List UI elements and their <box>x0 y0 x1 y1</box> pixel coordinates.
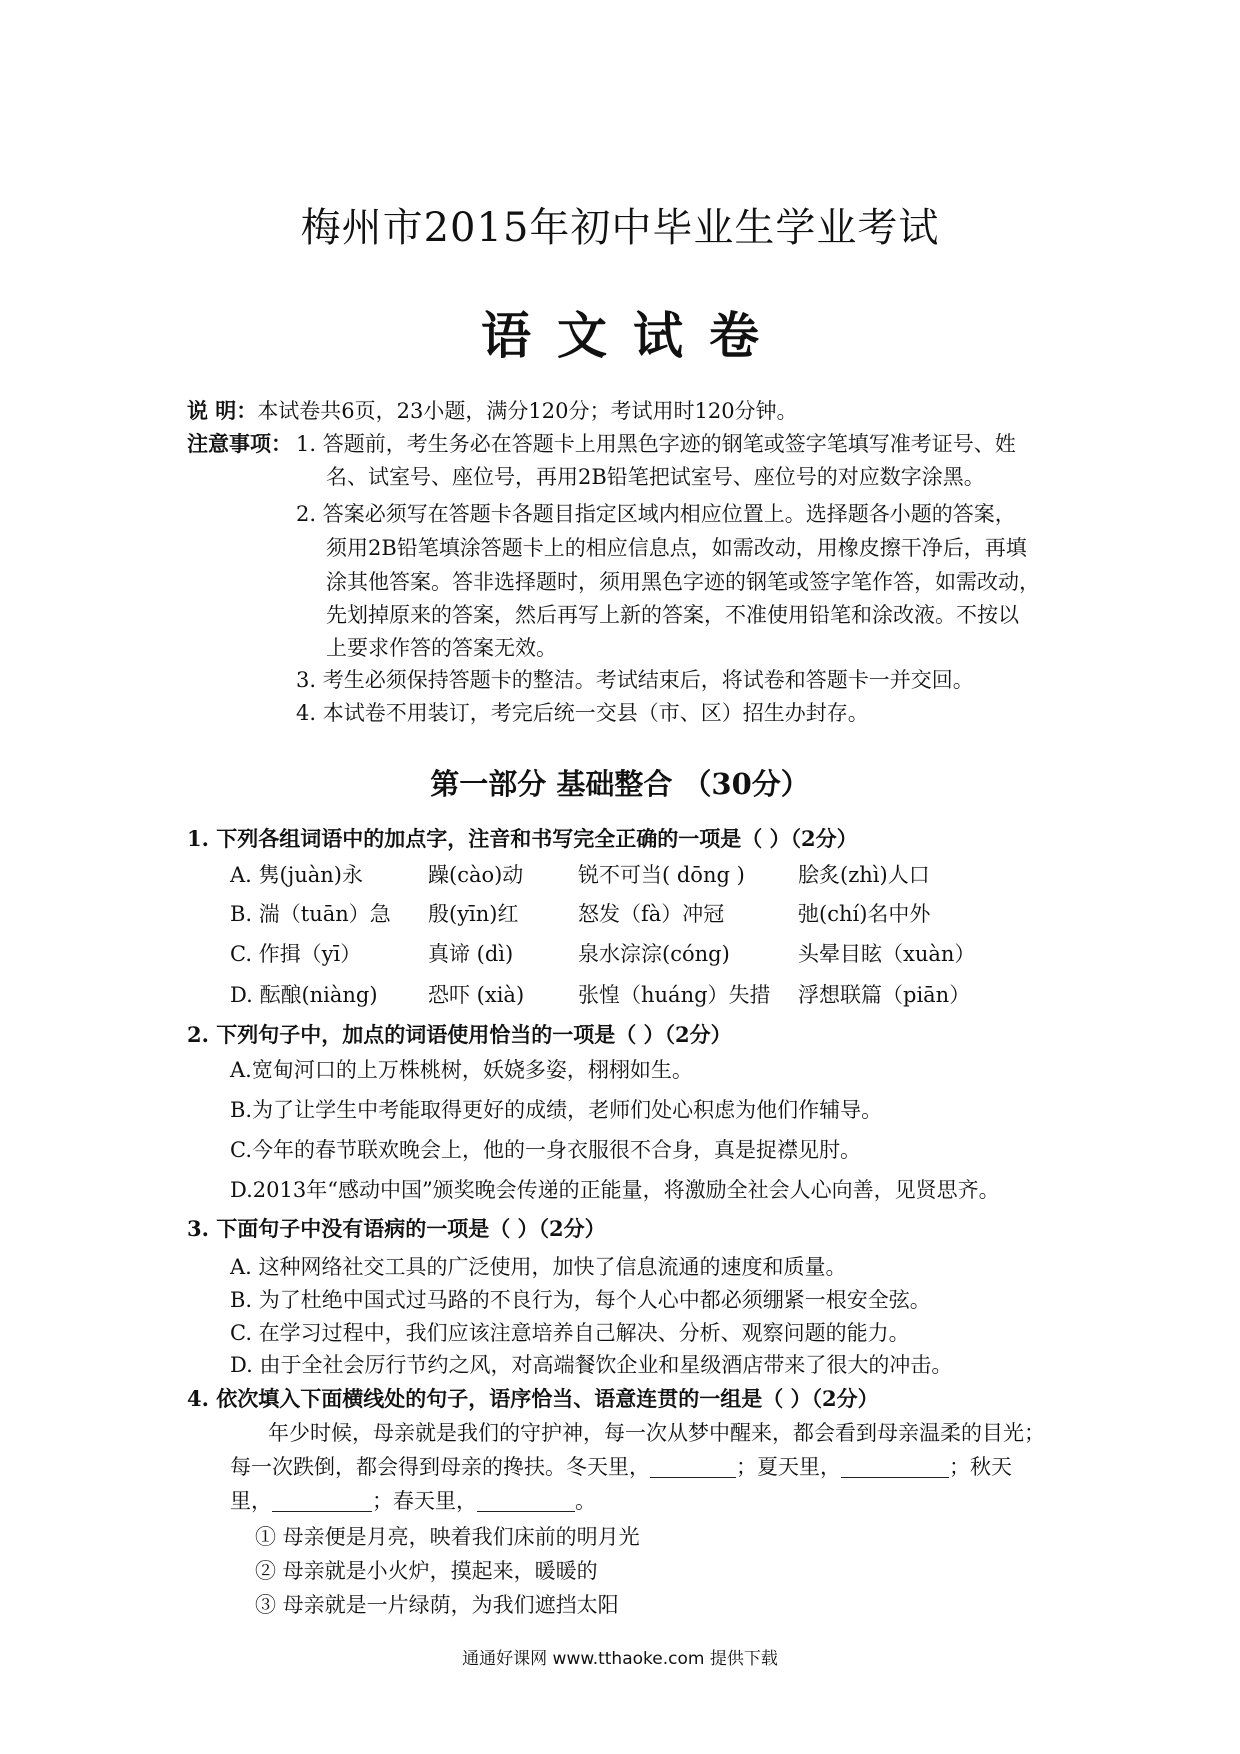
attention-label: 注意事项： <box>187 431 292 456</box>
q1-cell: 张惶（huáng）失措 <box>578 983 771 1007</box>
q4-text: 里， <box>230 1489 272 1513</box>
q4-text: ；夏天里， <box>736 1455 841 1479</box>
q4-text: ；秋天 <box>949 1455 1012 1479</box>
q1-cell: 泉水淙淙(cóng) <box>578 942 730 966</box>
footer-credit: 通通好课网 www.tthaoke.com 提供下载 <box>462 1649 778 1669</box>
q1-cell: A. 隽(juàn)永 <box>230 863 363 887</box>
answer-blank[interactable] <box>272 1489 372 1512</box>
q4-choice: ③ 母亲就是一片绿荫，为我们遮挡太阳 <box>255 1593 619 1617</box>
q3-option: A. 这种网络社交工具的广泛使用，加快了信息流通的速度和质量。 <box>230 1255 847 1279</box>
question-3-stem: 3. 下面句子中没有语病的一项是（ ）（2分） <box>187 1216 606 1241</box>
q1-cell: 锐不可当( dōng ) <box>578 863 745 887</box>
q4-choice: ② 母亲就是小火炉，摸起来，暖暖的 <box>255 1559 598 1583</box>
intro-text: 本试卷共6页，23小题，满分120分；考试用时120分钟。 <box>257 399 798 423</box>
q3-option: B. 为了杜绝中国式过马路的不良行为，每个人心中都必须绷紧一根安全弦。 <box>230 1288 931 1312</box>
q2-option: C.今年的春节联欢晚会上，他的一身衣服很不合身，真是捉襟见肘。 <box>230 1138 861 1162</box>
note-line: 上要求作答的答案无效。 <box>326 636 557 660</box>
q1-cell: 头晕目眩（xuàn） <box>798 942 976 966</box>
note-line: 先划掉原来的答案，然后再写上新的答案，不准使用铅笔和涂改液。不按以 <box>326 603 1019 627</box>
question-1-stem: 1. 下列各组词语中的加点字，注音和书写完全正确的一项是（ ）（2分） <box>187 826 858 851</box>
section-title: 第一部分 基础整合 （30分） <box>430 767 810 801</box>
q2-option: A.宽甸河口的上万株桃树，妖娆多姿，栩栩如生。 <box>230 1058 693 1082</box>
q1-cell: 躁(cào)动 <box>428 863 524 887</box>
q1-cell: 真谛 (dì) <box>428 942 514 966</box>
note-line: 3. 考生必须保持答题卡的整洁。考试结束后，将试卷和答题卡一并交回。 <box>296 668 974 692</box>
note-line: 2. 答案必须写在答题卡各题目指定区域内相应位置上。选择题各小题的答案， <box>296 502 1016 526</box>
intro-line <box>187 396 798 426</box>
q4-passage-line: 年少时候，母亲就是我们的守护神，每一次从梦中醒来，都会看到母亲温柔的目光； <box>268 1421 1045 1445</box>
note-line: 涂其他答案。答非选择题时，须用黑色字迹的钢笔或签字笔作答，如需改动， <box>326 570 1040 594</box>
q4-choice: ① 母亲便是月亮，映着我们床前的明月光 <box>255 1525 640 1549</box>
q4-passage-line <box>230 1452 1012 1482</box>
exam-title: 梅州市2015年初中毕业生学业考试 <box>300 205 940 251</box>
q1-cell: 弛(chí)名中外 <box>798 902 931 926</box>
q1-cell: 脍炙(zhì)人口 <box>798 863 930 887</box>
answer-blank[interactable] <box>477 1489 575 1512</box>
q4-text: ；春天里， <box>372 1489 477 1513</box>
note-line: 4. 本试卷不用装订，考完后统一交县（市、区）招生办封存。 <box>296 701 869 725</box>
q4-passage-line <box>230 1486 596 1516</box>
q1-cell: 怒发（fà）冲冠 <box>578 902 725 926</box>
question-2-stem: 2. 下列句子中，加点的词语使用恰当的一项是（ ）（2分） <box>187 1022 732 1047</box>
note-line: 1. 答题前，考生务必在答题卡上用黑色字迹的钢笔或签字笔填写准考证号、姓 <box>296 432 1016 456</box>
q4-text: 。 <box>575 1489 596 1513</box>
intro-label: 说 明： <box>187 398 258 423</box>
q4-text: 每一次跌倒，都会得到母亲的搀扶。冬天里， <box>230 1455 650 1479</box>
note-line: 须用2B铅笔填涂答题卡上的相应信息点，如需改动，用橡皮擦干净后，再填 <box>326 536 1027 560</box>
q1-cell: 浮想联篇（piān） <box>798 983 971 1007</box>
q2-option: B.为了让学生中考能取得更好的成绩，老师们处心积虑为他们作辅导。 <box>230 1098 883 1122</box>
exam-subtitle: 语文试卷 <box>481 306 785 365</box>
q2-option: D.2013年“感动中国”颁奖晚会传递的正能量，将激励全社会人心向善，见贤思齐。 <box>230 1178 1000 1202</box>
answer-blank[interactable] <box>841 1455 949 1478</box>
q1-cell: B. 湍（tuān）急 <box>230 902 391 926</box>
q1-cell: C. 作揖（yī） <box>230 942 362 966</box>
question-4-stem: 4. 依次填入下面横线处的句子，语序恰当、语意连贯的一组是（ ）（2分） <box>187 1386 879 1411</box>
q1-cell: 恐吓 (xià) <box>428 983 525 1007</box>
q1-cell: D. 酝酿(niàng) <box>230 983 378 1007</box>
answer-blank[interactable] <box>650 1455 736 1478</box>
note-line: 名、试室号、座位号，再用2B铅笔把试室号、座位号的对应数字涂黑。 <box>326 465 985 489</box>
q3-option: D. 由于全社会厉行节约之风，对高端餐饮企业和星级酒店带来了很大的冲击。 <box>230 1353 953 1377</box>
q3-option: C. 在学习过程中，我们应该注意培养自己解决、分析、观察问题的能力。 <box>230 1321 910 1345</box>
q1-cell: 殷(yīn)红 <box>428 902 519 926</box>
